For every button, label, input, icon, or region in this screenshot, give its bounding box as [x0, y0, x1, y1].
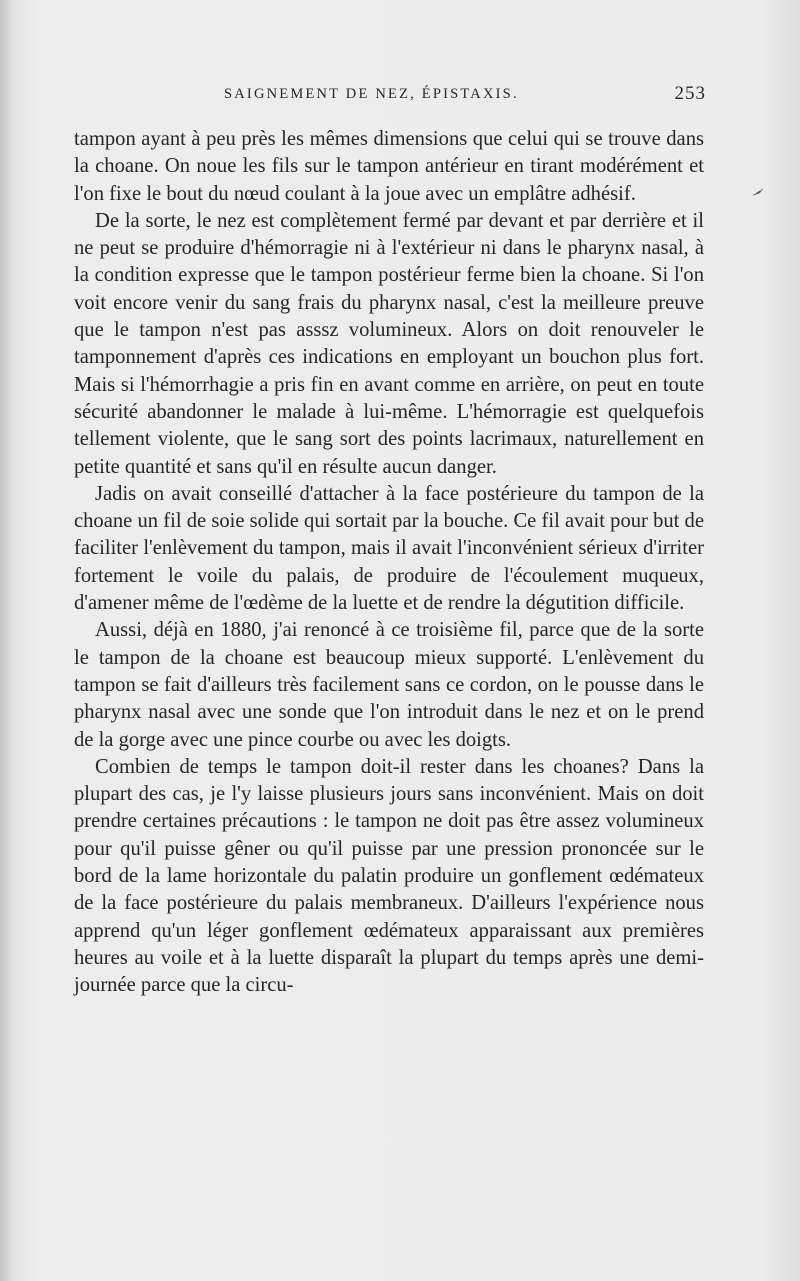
- page-number: 253: [674, 83, 706, 104]
- paragraph-3: Jadis on avait conseillé d'attacher à la face postérieure du tampon de la choane un fil de soie solide qui sortait par la bouche. Ce fil avait pour but de faciliter l'enlèvement du tampon, mais il avait l'inconvénient sérieux d'irriter fortement le voile du palais, de produire de l'écoulement muqueux, d'amener même de l'œdème de la luette et de rendre la dégutition difficile.: [74, 482, 704, 615]
- paragraph-1: tampon ayant à peu près les mêmes dimensions que celui qui se trouve dans la choane. On noue les fils sur le tampon antérieur en tirant modérément et l'on fixe le bout du nœud coulant à la joue avec un emplâtre adhésif.: [74, 128, 704, 205]
- paragraph-2: De la sorte, le nez est complètement fermé par devant et par derrière et il ne peut se produire d'hémorragie ni à l'extérieur ni dans le pharynx nasal, à la condition expresse que le tampon postérieur ferme bien la choane. Si l'on voit encore venir du sang frais du pharynx nasal, c'est la meilleure preuve que le tampon n'est pas asssz volumineux. Alors on doit renouveler le tamponnement d'après ces indications en employant un bouchon plus fort. Mais si l'hémorrhagie a pris fin en avant comme en arrière, on peut en toute sécurité abandonner le malade à lui-même. L'hémorragie est quelquefois tellement violente, que le sang sort des points lacrimaux, naturellement en petite quantité et sans qu'il en résulte aucun danger.: [74, 209, 704, 478]
- ink-speck-mark: [750, 188, 764, 198]
- body-text: [74, 126, 704, 1000]
- paragraph-4: Aussi, déjà en 1880, j'ai renoncé à ce troisième fil, parce que de la sorte le tampon de la choane est beaucoup mieux supporté. L'enlèvement du tampon se fait d'ailleurs très facilement sans ce cordon, on le pousse dans le pharynx nasal avec une sonde que l'on introduit dans le nez et on le prend de la gorge avec une pince courbe ou avec les doigts.: [74, 619, 704, 751]
- running-title: SAIGNEMENT DE NEZ, ÉPISTAXIS.: [224, 86, 519, 102]
- paragraph-5: Combien de temps le tampon doit-il rester dans les choanes? Dans la plupart des cas, je l'y laisse plusieurs jours sans inconvénient. Mais on doit prendre certaines précautions : le tampon ne doit pas être assez volumineux pour qu'il puisse gêner ou qu'il puisse par une pression prononcée sur le bord de la lame horizontale du palatin produire un gonflement œdémateux de la face postérieure du palais membraneux. D'ailleurs l'expérience nous apprend qu'un léger gonflement œdémateux apparaissant aux premières heures au voile et à la luette disparaît la plupart du temps après une demi-journée parce que la circu-: [74, 755, 704, 997]
- page-header: [72, 83, 706, 110]
